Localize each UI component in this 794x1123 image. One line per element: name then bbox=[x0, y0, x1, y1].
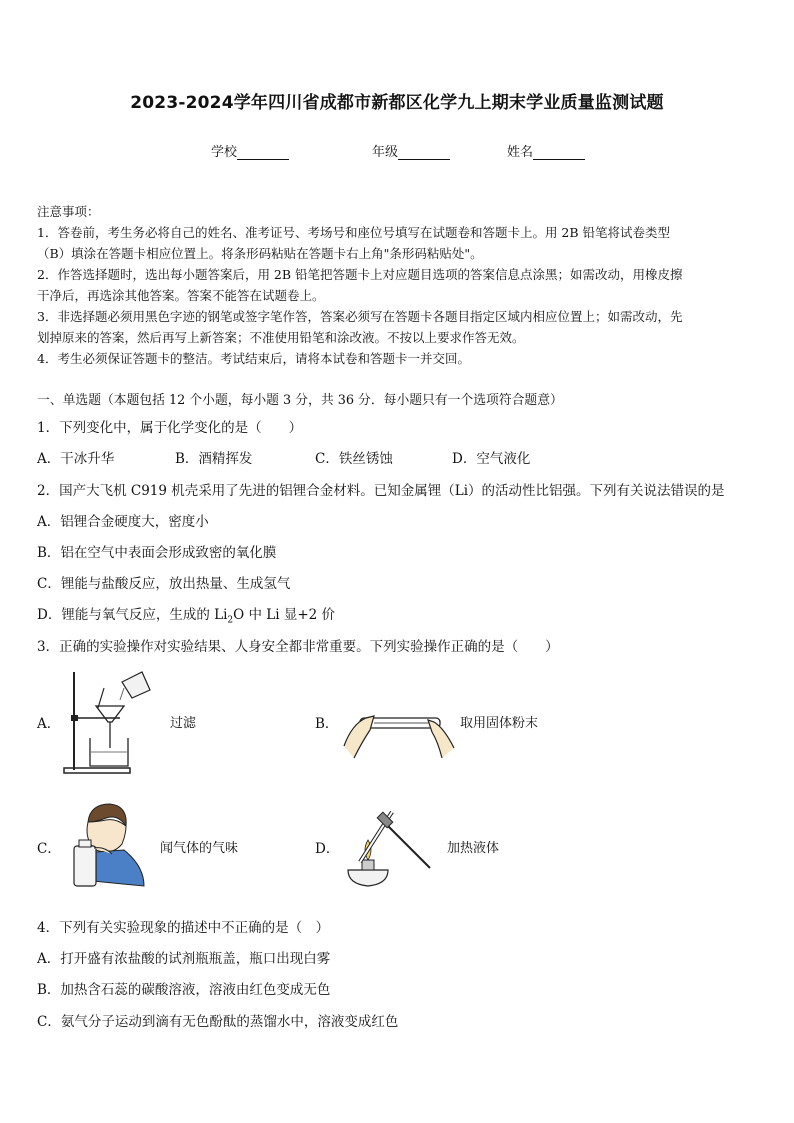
q3-option-d-label: 加热液体 bbox=[447, 841, 500, 856]
school-blank bbox=[237, 145, 289, 160]
question-4-stem: 4．下列有关实验现象的描述中不正确的是（ ） bbox=[37, 920, 330, 936]
school-field bbox=[211, 141, 289, 160]
notice-line: 1．答卷前，考生务必将自己的姓名、准考证号、考场号和座位号填写在试题卷和答题卡上。用 2B 铅笔将试卷类型 bbox=[37, 225, 671, 240]
smelling-gas-image bbox=[66, 800, 150, 890]
q1-option-c: C．铁丝锈蚀 bbox=[315, 451, 393, 467]
name-blank bbox=[533, 145, 585, 160]
q2-option-b: B．铝在空气中表面会形成致密的氧化膜 bbox=[37, 545, 277, 561]
q3-option-d-letter: D． bbox=[315, 841, 340, 857]
question-2-stem: 2．国产大飞机 C919 机壳采用了先进的铝锂合金材料。已知金属锂（Li）的活动性比铝强。下列有关说法错误的是 bbox=[37, 483, 725, 499]
notice-line: 划掉原来的答案，然后再写上新答案；不准使用铅笔和涂改液。不按以上要求作答无效。 bbox=[37, 330, 525, 345]
notice-line: 干净后，再选涂其他答案。答案不能答在试题卷上。 bbox=[37, 288, 325, 303]
q2-option-c: C．锂能与盐酸反应，放出热量、生成氢气 bbox=[37, 576, 291, 592]
q2-option-d-text: D．锂能与氧气反应，生成的 Li bbox=[37, 607, 228, 623]
notice-line: 4．考生必须保证答题卡的整洁。考试结束后，请将本试卷和答题卡一并交回。 bbox=[37, 351, 470, 366]
q3-option-a-label: 过滤 bbox=[170, 716, 197, 731]
q1-option-b: B．酒精挥发 bbox=[175, 451, 253, 467]
q2-option-d-subscript: 2 bbox=[227, 615, 234, 626]
grade-field bbox=[372, 141, 450, 160]
q4-option-b: B．加热含石蕊的碳酸溶液，溶液由红色变成无色 bbox=[37, 982, 331, 998]
q3-option-b-label: 取用固体粉末 bbox=[460, 716, 539, 731]
q4-option-a: A．打开盛有浓盐酸的试剂瓶瓶盖，瓶口出现白雾 bbox=[37, 951, 331, 967]
name-label: 姓名 bbox=[507, 145, 534, 160]
filtration-apparatus-image bbox=[62, 668, 164, 778]
q3-option-c-letter: C． bbox=[37, 841, 61, 857]
q3-option-c-label: 闻气体的气味 bbox=[160, 841, 239, 856]
school-label: 学校 bbox=[211, 145, 238, 160]
q2-option-a: A．铝锂合金硬度大，密度小 bbox=[37, 514, 209, 530]
notice-line: 3．非选择题必须用黑色字迹的钢笔或签字笔作答，答案必须写在答题卡各题目指定区域内相应位置上；如需改动，先 bbox=[37, 309, 683, 324]
section-heading: 一、单选题（本题包括 12 个小题，每小题 3 分，共 36 分．每小题只有一个选项符合题意） bbox=[37, 393, 563, 408]
notice-line: （B）填涂在答题卡相应位置上。将条形码粘贴在答题卡右上角"条形码粘贴处"。 bbox=[37, 246, 483, 261]
grade-label: 年级 bbox=[372, 145, 399, 160]
q3-option-a-letter: A． bbox=[37, 716, 61, 732]
q2-option-d bbox=[37, 603, 335, 626]
q2-option-d-text-end: O 中 Li 显+2 价 bbox=[233, 607, 336, 623]
question-1-stem: 1．下列变化中，属于化学变化的是（ ） bbox=[37, 420, 303, 436]
name-field bbox=[507, 141, 585, 160]
grade-blank bbox=[398, 145, 450, 160]
q1-option-a: A．干冰升华 bbox=[37, 451, 115, 467]
powder-sampling-image bbox=[340, 696, 458, 762]
notice-line: 2．作答选择题时，选出每小题答案后，用 2B 铅笔把答题卡上对应题目选项的答案信息点涂黑；如需改动，用橡皮擦 bbox=[37, 267, 683, 282]
q1-option-d: D．空气液化 bbox=[452, 451, 531, 467]
q3-option-b-letter: B． bbox=[315, 716, 339, 732]
question-3-stem: 3．正确的实验操作对实验结果、人身安全都非常重要。下列实验操作正确的是（ ） bbox=[37, 639, 559, 655]
notice-heading: 注意事项： bbox=[37, 204, 100, 219]
q4-option-c: C．氨气分子运动到滴有无色酚酞的蒸馏水中，溶液变成红色 bbox=[37, 1014, 399, 1030]
heating-liquid-image bbox=[338, 800, 438, 898]
page-title: 2023-2024学年四川省成都市新都区化学九上期末学业质量监测试题 bbox=[130, 93, 664, 113]
